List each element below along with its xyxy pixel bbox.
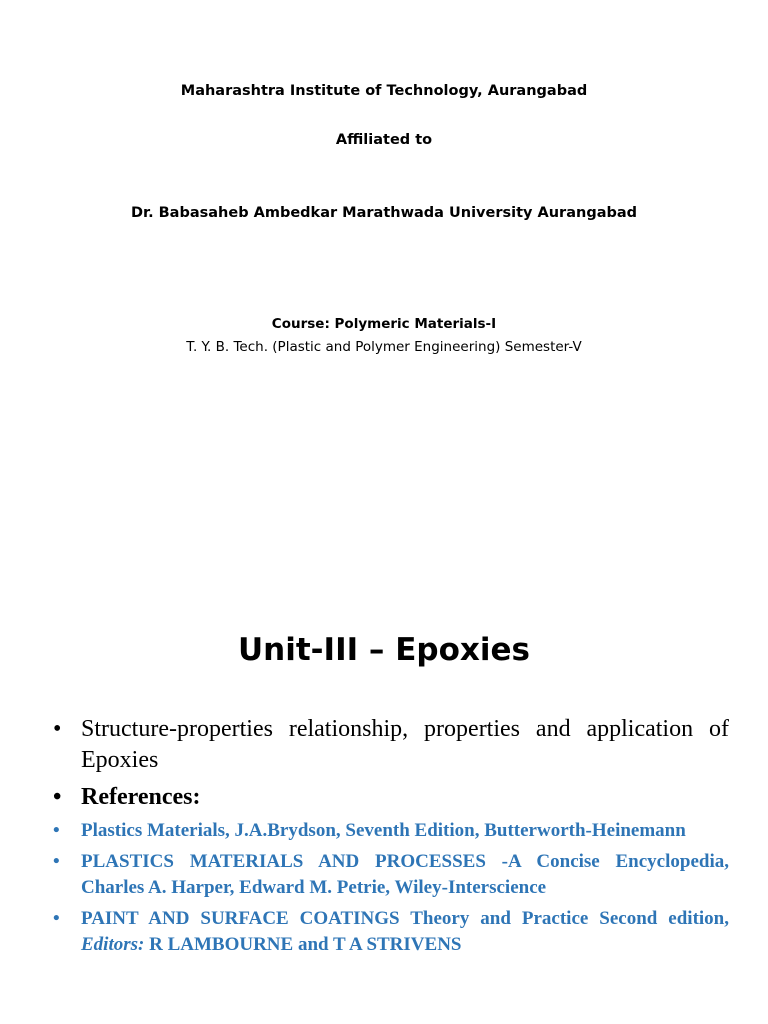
- course-title: Course: Polymeric Materials-I: [271, 316, 497, 332]
- syllabus-item: [53, 714, 729, 776]
- reference-text: Plastics Materials, J.A.Brydson, Seventh Edition, Butterworth-Heinemann: [81, 820, 686, 841]
- references-heading: References:: [81, 784, 201, 810]
- reference-text: PLASTICS MATERIALS AND PROCESSES -A Concise Encyclopedia, Charles A. Harper, Edward M. Petrie, Wiley-Interscience: [81, 851, 729, 898]
- university-name: Dr. Babasaheb Ambedkar Marathwada University Aurangabad: [130, 205, 638, 221]
- content-list: [53, 714, 729, 958]
- institute-name: Maharashtra Institute of Technology, Aurangabad: [180, 83, 588, 99]
- affiliation-label: Affiliated to: [335, 132, 433, 148]
- reference-editors: R LAMBOURNE and T A STRIVENS: [149, 934, 462, 955]
- reference-text: PAINT AND SURFACE COATINGS Theory and Practice Second edition,: [81, 908, 729, 929]
- semester-info: T. Y. B. Tech. (Plastic and Polymer Engineering) Semester-V: [186, 339, 582, 355]
- reference-item: [53, 818, 729, 844]
- bullet-icon: •: [53, 820, 60, 841]
- references-heading-item: [53, 782, 729, 813]
- bullet-icon: •: [53, 784, 62, 810]
- reference-item: [53, 849, 729, 901]
- syllabus-text: Structure-properties relationship, properties and application of Epoxies: [81, 716, 729, 773]
- bullet-icon: •: [53, 716, 62, 742]
- unit-title: Unit-III – Epoxies: [237, 632, 530, 668]
- reference-editors-label: Editors:: [81, 934, 145, 955]
- reference-item: [53, 906, 729, 958]
- bullet-icon: •: [53, 908, 60, 929]
- bullet-icon: •: [53, 851, 60, 872]
